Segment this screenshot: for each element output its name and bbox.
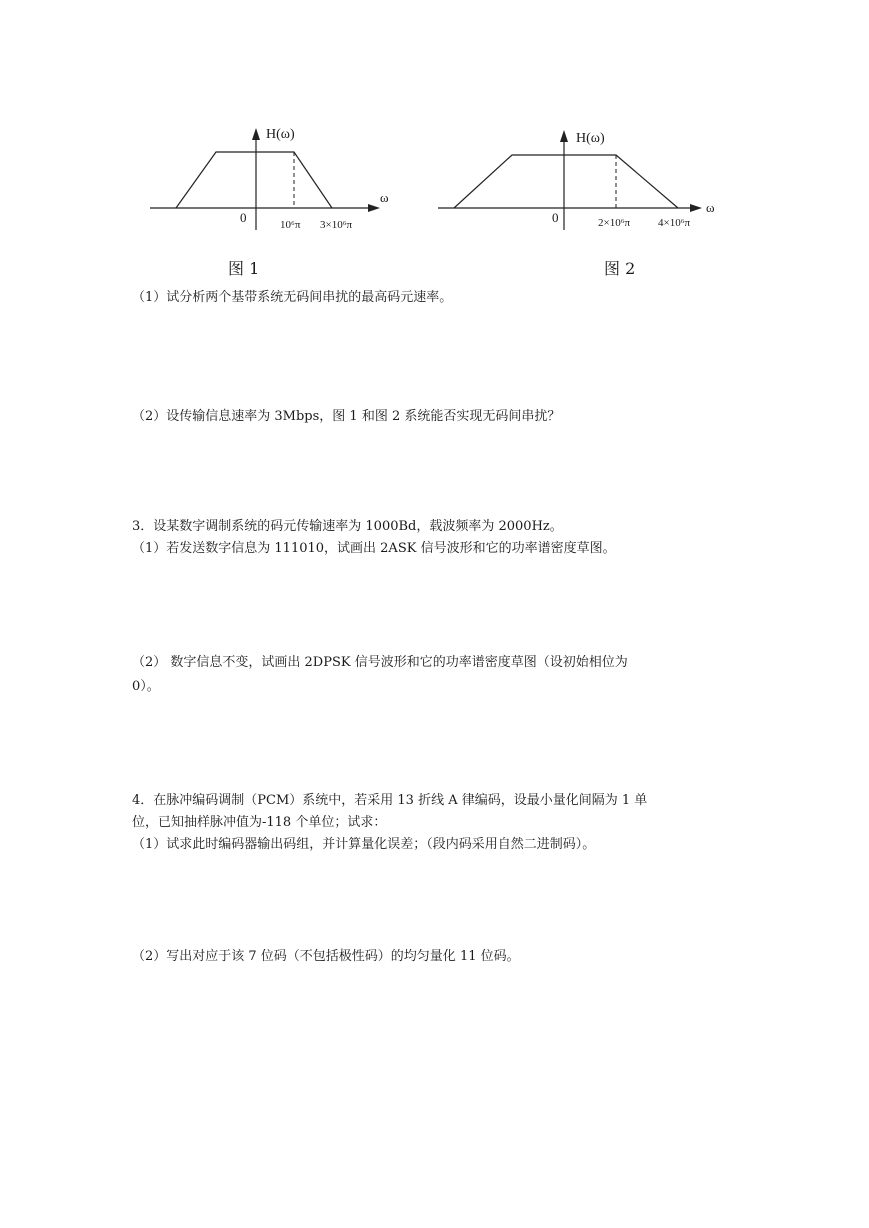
question-3-part-2: （2） 数字信息不变，试画出 2DPSK 信号波形和它的功率谱密度草图（设初始相位为 xyxy=(132,655,628,670)
origin-label: 0 xyxy=(552,210,559,225)
x-axis-arrow-icon xyxy=(368,204,380,212)
y-axis-label: H(ω) xyxy=(576,131,605,146)
figure-2-caption: 图 2 xyxy=(604,259,636,278)
question-4-stem: 4．在脉冲编码调制（PCM）系统中，若采用 13 折线 A 律编码，设最小量化间隔为 1 单 xyxy=(132,793,648,808)
question-3-stem: 3．设某数字调制系统的码元传输速率为 1000Bd，载波频率为 2000Hz。 xyxy=(132,519,563,534)
tick-label: 4×10⁶π xyxy=(658,217,691,229)
figure-2 xyxy=(436,120,726,230)
question-4-stem-cont: 位，已知抽样脉冲值为-118 个单位；试求： xyxy=(132,815,387,830)
tick-label: 3×10⁶π xyxy=(320,219,353,230)
tick-label: 10⁶π xyxy=(280,219,301,230)
transfer-curve xyxy=(454,155,678,208)
figure-1-plot xyxy=(148,120,398,230)
y-axis-label: H(ω) xyxy=(266,127,295,142)
question-2-part-1: （1）试分析两个基带系统无码间串扰的最高码元速率。 xyxy=(132,290,453,305)
question-4-part-2: （2）写出对应于该 7 位码（不包括极性码）的均匀量化 11 位码。 xyxy=(132,949,520,964)
x-axis-label: ω xyxy=(380,190,389,205)
y-axis-arrow-icon xyxy=(252,128,260,140)
figure-1 xyxy=(148,120,398,230)
figure-1-caption: 图 1 xyxy=(228,259,260,278)
question-3-part-1: （1）若发送数字信息为 111010，试画出 2ASK 信号波形和它的功率谱密度草图。 xyxy=(132,541,616,556)
figure-2-plot xyxy=(436,120,726,230)
x-axis-label: ω xyxy=(706,200,715,215)
y-axis-arrow-icon xyxy=(560,130,568,142)
x-axis-arrow-icon xyxy=(690,204,702,212)
question-4-part-1: （1）试求此时编码器输出码组，并计算量化误差；（段内码采用自然二进制码）。 xyxy=(132,837,596,852)
tick-label: 2×10⁶π xyxy=(598,217,631,229)
question-3-part-2-cont: 0）。 xyxy=(132,679,160,694)
transfer-curve xyxy=(176,152,332,208)
question-2-part-2: （2）设传输信息速率为 3Mbps，图 1 和图 2 系统能否实现无码间串扰？ xyxy=(132,409,561,424)
origin-label: 0 xyxy=(240,210,247,225)
